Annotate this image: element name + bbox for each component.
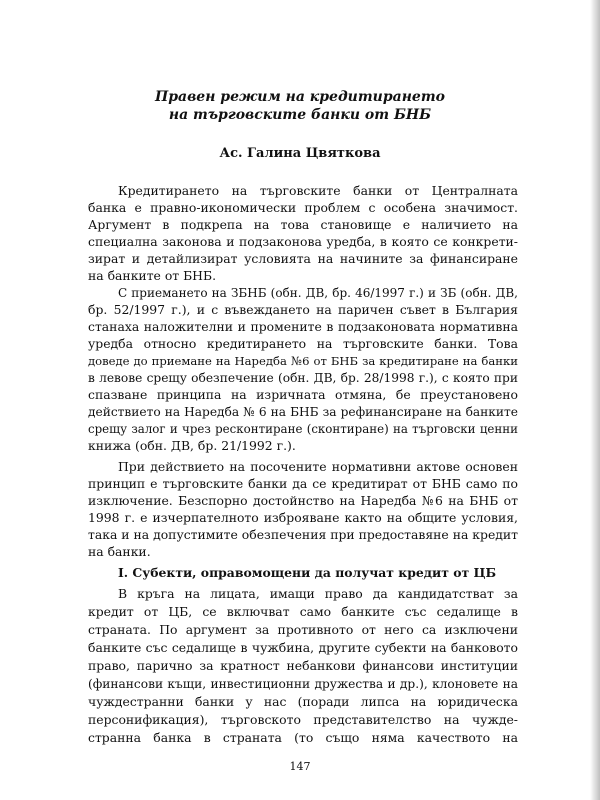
text-line: бр. 52/1997 г.), и с въвеждането на паричен съвет в България: [88, 302, 518, 317]
text-line: Аргумент в подкрепа на това становище е наличието на: [88, 217, 518, 232]
text-line: персонификация), търговското представителство на чужде-: [88, 712, 518, 727]
text-line: (финансови къщи, инвестиционни дружества и др.), клоновете на: [88, 677, 518, 691]
text-line: в левове срещу обезпечение (обн. ДВ, бр. 28/1998 г.), с която при: [88, 371, 518, 385]
text-line: на банки.: [88, 544, 151, 559]
text-line: кредит от ЦБ, се включват само банките със седалище в: [88, 604, 518, 619]
text-line: изключение. Безспорно достойнство на Наредба №6 на БНБ от: [88, 493, 518, 508]
page-number: 147: [289, 760, 311, 773]
text-line: При действието на посочените нормативни актове основен: [118, 459, 518, 474]
text-line: специална законова и подзаконова уредба, в която се конкрети-: [88, 234, 518, 249]
section-heading: I. Субекти, оправомощени да получат кредит от ЦБ: [118, 565, 497, 580]
text-line: срещу залог и чрез ресконтиране (сконтиране) на търговски ценни: [88, 422, 518, 436]
text-line: принцип е търговските банки да се кредитират от БНБ само по: [88, 476, 518, 491]
text-line: право, парично за кратност небанкови финансови институции: [88, 658, 518, 673]
text-line: странна банка в страната (то също няма качеството на: [88, 730, 518, 745]
text-line: Кредитирането на търговските банки от Централната: [118, 183, 518, 198]
text-line: уредба относно кредитирането на търговските банки. Това: [88, 336, 518, 351]
text-line: спазване принципа на изричната отмяна, бе преустановено: [88, 387, 518, 402]
text-line: чуждестранни банки у нас (поради липса на юридическа: [88, 694, 518, 709]
text-line: действието на Наредба № 6 на БНБ за рефинансиране на банките: [88, 405, 518, 419]
text-line: станаха наложителни и промените в подзаконовата нормативна: [88, 319, 518, 334]
text-line: доведе до приемане на Наредба №6 от БНБ за кредитиране на банки: [88, 354, 518, 368]
text-line: на банките от БНБ.: [88, 268, 217, 283]
author: Ас. Галина Цвяткова: [219, 146, 381, 161]
text-line: банка е правно-икономически проблем с особена значимост.: [88, 200, 518, 215]
text-line: зират и детайлизират условията на начините за финансиране: [88, 251, 518, 266]
title-line-1: Правен режим на кредитирането: [155, 89, 445, 105]
text-line: книжа (обн. ДВ, бр. 21/1992 г.).: [88, 438, 296, 453]
text-line: В кръга на лицата, имащи право да кандидатстват за: [118, 586, 518, 601]
text-line: 1998 г. е изчерпателното изброяване както на общите условия,: [88, 510, 518, 525]
page-edge-shadow: [590, 0, 600, 800]
title-line-2: на търговските банки от БНБ: [168, 107, 432, 123]
text-line: банките със седалище в чужбина, другите субекти на банковото: [88, 640, 518, 655]
text-line: страната. По аргумент за противното от него са изключени: [88, 622, 518, 637]
text-line: С приемането на ЗБНБ (обн. ДВ, бр. 46/1997 г.) и ЗБ (обн. ДВ,: [118, 286, 518, 300]
text-line: така и на допустимите обезпечения при предоставяне на кредит: [88, 527, 519, 542]
